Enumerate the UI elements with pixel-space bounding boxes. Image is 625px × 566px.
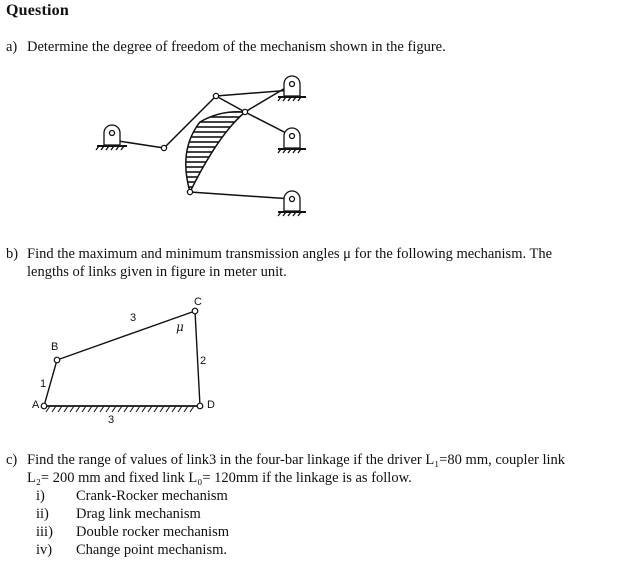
list-item-text: Drag link mechanism: [76, 506, 201, 522]
list-item: [36, 487, 228, 505]
part-c-label: c): [6, 452, 18, 468]
transmission-angle-symbol: μ: [176, 320, 184, 334]
joint-label-a: A: [32, 399, 40, 411]
link-length-ab: 1: [40, 378, 47, 390]
link-length-cd: 2: [200, 355, 207, 367]
part-a-label: a): [6, 39, 18, 55]
list-item: [36, 541, 227, 559]
list-item-number: iv): [36, 542, 53, 558]
list-item-number: iii): [36, 524, 53, 540]
joint-label-b: B: [51, 341, 59, 353]
part-b-line2: lengths of links given in figure in meter unit.: [27, 264, 287, 280]
list-item: [36, 505, 201, 523]
list-item-number: i): [36, 488, 45, 504]
part-c-line1: Find the range of values of link3 in the four-bar linkage if the driver L₁=80 mm, coupler link: [27, 452, 566, 468]
list-item-text: Change point mechanism.: [76, 542, 228, 558]
part-b-label: b): [6, 246, 19, 262]
page-title: Question: [6, 2, 69, 19]
list-item: [36, 523, 229, 541]
link-length-ad: 3: [108, 414, 115, 426]
joint-label-c: C: [194, 296, 202, 308]
joint-label-d: D: [207, 399, 215, 411]
part-a-text: Determine the degree of freedom of the mechanism shown in the figure.: [27, 39, 446, 55]
link-bc: [57, 311, 195, 360]
part-b-line1: Find the maximum and minimum transmission angles μ for the following mechanism. The: [27, 246, 553, 262]
list-item-text: Crank-Rocker mechanism: [76, 488, 228, 504]
list-item-number: ii): [36, 506, 49, 522]
list-item-text: Double rocker mechanism: [76, 524, 230, 540]
part-c-line2: L₂= 200 mm and fixed link L₀= 120mm if the linkage is as follow.: [27, 470, 412, 486]
link-length-bc: 3: [130, 312, 137, 324]
